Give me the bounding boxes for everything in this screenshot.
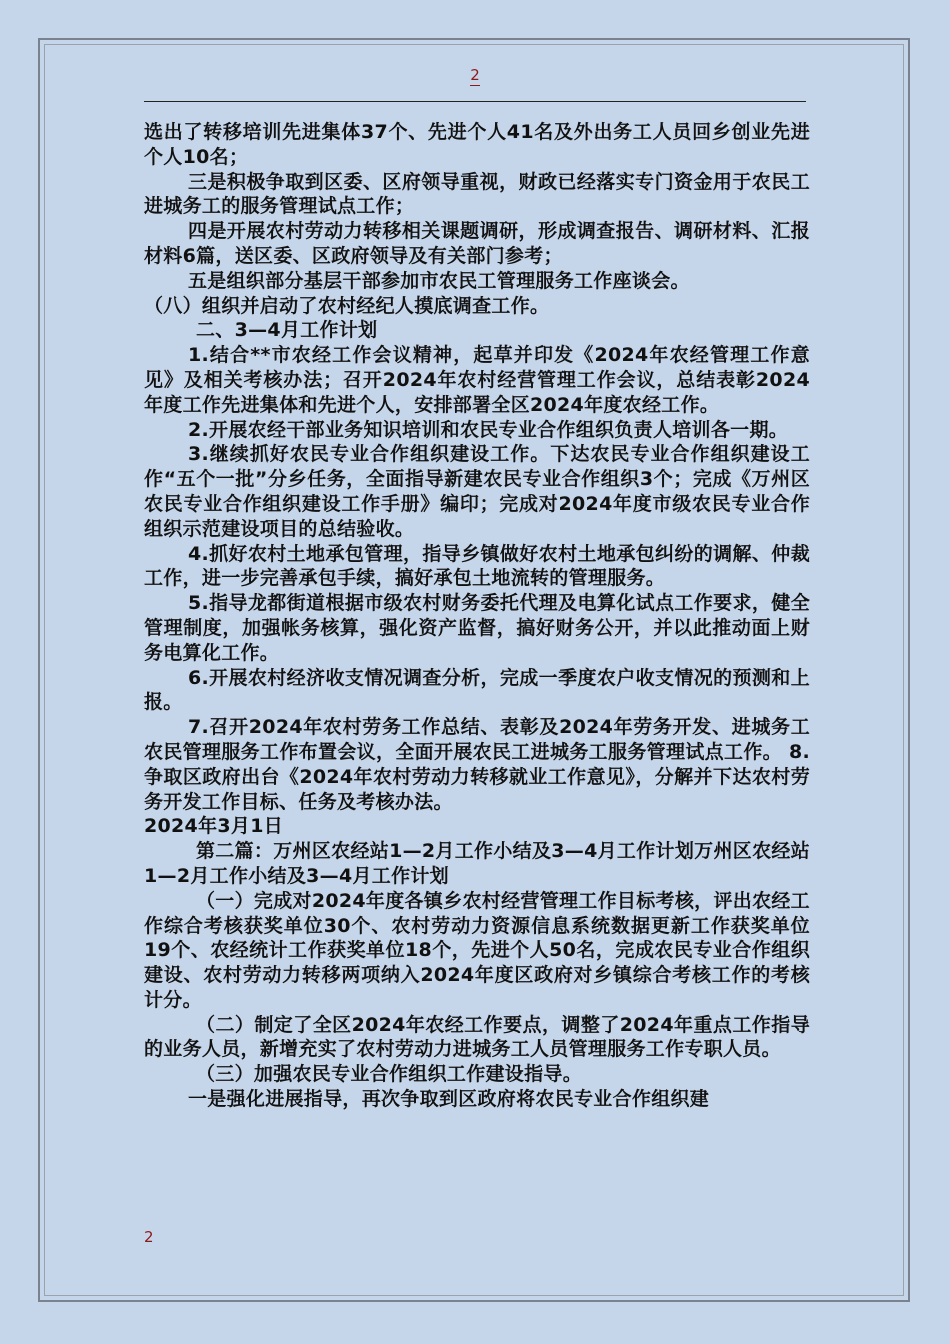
paragraph: 5.指导龙都街道根据市级农村财务委托代理及电算化试点工作要求，健全管理制度，加强帐务核算，强化资产监督，搞好财务公开，并以此推动面上财务电算化工作。 [144,592,810,664]
document-body [144,120,810,1112]
paragraph: 3.继续抓好农民专业合作组织建设工作。下达农民专业合作组织建设工作“五个一批”分乡任务，全面指导新建农民专业合作组织3个；完成《万州区农民专业合作组织建设工作手册》编印；完成对2024年度市级农民专业合作组织示范建设项目的总结验收。 [144,443,810,540]
paragraph: 二、3—4月工作计划 [196,319,378,342]
paragraph: 四是开展农村劳动力转移相关课题调研，形成调查报告、调研材料、汇报材料6篇，送区委、区政府领导及有关部门参考； [144,220,810,267]
header-page-number: 2 [460,66,490,86]
paragraph: 一是强化进展指导，再次争取到区政府将农民专业合作组织建 [188,1088,710,1111]
paragraph: （三）加强农民专业合作组织工作建设指导。 [196,1063,583,1086]
paragraph: 五是组织部分基层干部参加市农民工管理服务工作座谈会。 [188,269,690,292]
paragraph: 选出了转移培训先进集体37个、先进个人41名及外出务工人员回乡创业先进个人10名； [144,121,810,168]
paragraph: （八）组织并启动了农村经纪人摸底调查工作。 [144,294,550,317]
paragraph: 2.开展农经干部业务知识培训和农民专业合作组织负责人培训各一期。 [188,418,789,441]
paragraph: 2024年3月1日 [144,815,284,838]
paragraph: 1.结合**市农经工作会议精神，起草并印发《2024年农经管理工作意见》及相关考核办法；召开2024年农村经营管理工作会议，总结表彰2024年度工作先进集体和先进个人，安排部署全区2024年度农经工作。 [144,344,810,416]
paragraph: 4.抓好农村土地承包管理，指导乡镇做好农村土地承包纠纷的调解、仲裁工作，进一步完善承包手续，搞好承包土地流转的管理服务。 [144,542,810,590]
paragraph: （二）制定了全区2024年农经工作要点，调整了2024年重点工作指导的业务人员，新增充实了农村劳动力进城务工人员管理服务工作专职人员。 [144,1013,810,1061]
paragraph: 第二篇：万州区农经站1—2月工作小结及3—4月工作计划万州区农经站1—2月工作小结及3—4月工作计划 [144,840,810,887]
paragraph: （一）完成对2024年度各镇乡农村经营管理工作目标考核，评出农经工作综合考核获奖单位30个、农村劳动力资源信息系统数据更新工作获奖单位19个、农经统计工作获奖单位18个，先进个人50名，完成农民专业合作组织建设、农村劳动力转移两项纳入2024年度区政府对乡镇综合考核工作的考核计分。 [144,889,810,1011]
header-rule [144,101,806,102]
paragraph: 6.开展农村经济收支情况调查分析，完成一季度农户收支情况的预测和上报。 [144,666,810,714]
paragraph: 7.召开2024年农村劳务工作总结、表彰及2024年劳务开发、进城务工农民管理服务工作布置会议，全面开展农民工进城务工服务管理试点工作。 8.争取区政府出台《2024年农村劳动力转移就业工作意见》，分解并下达农村劳务开发工作目标、任务及考核办法。 [144,716,810,813]
footer-page-number: 2 [144,1228,154,1246]
paragraph: 三是积极争取到区委、区府领导重视，财政已经落实专门资金用于农民工进城务工的服务管理试点工作； [144,170,810,218]
